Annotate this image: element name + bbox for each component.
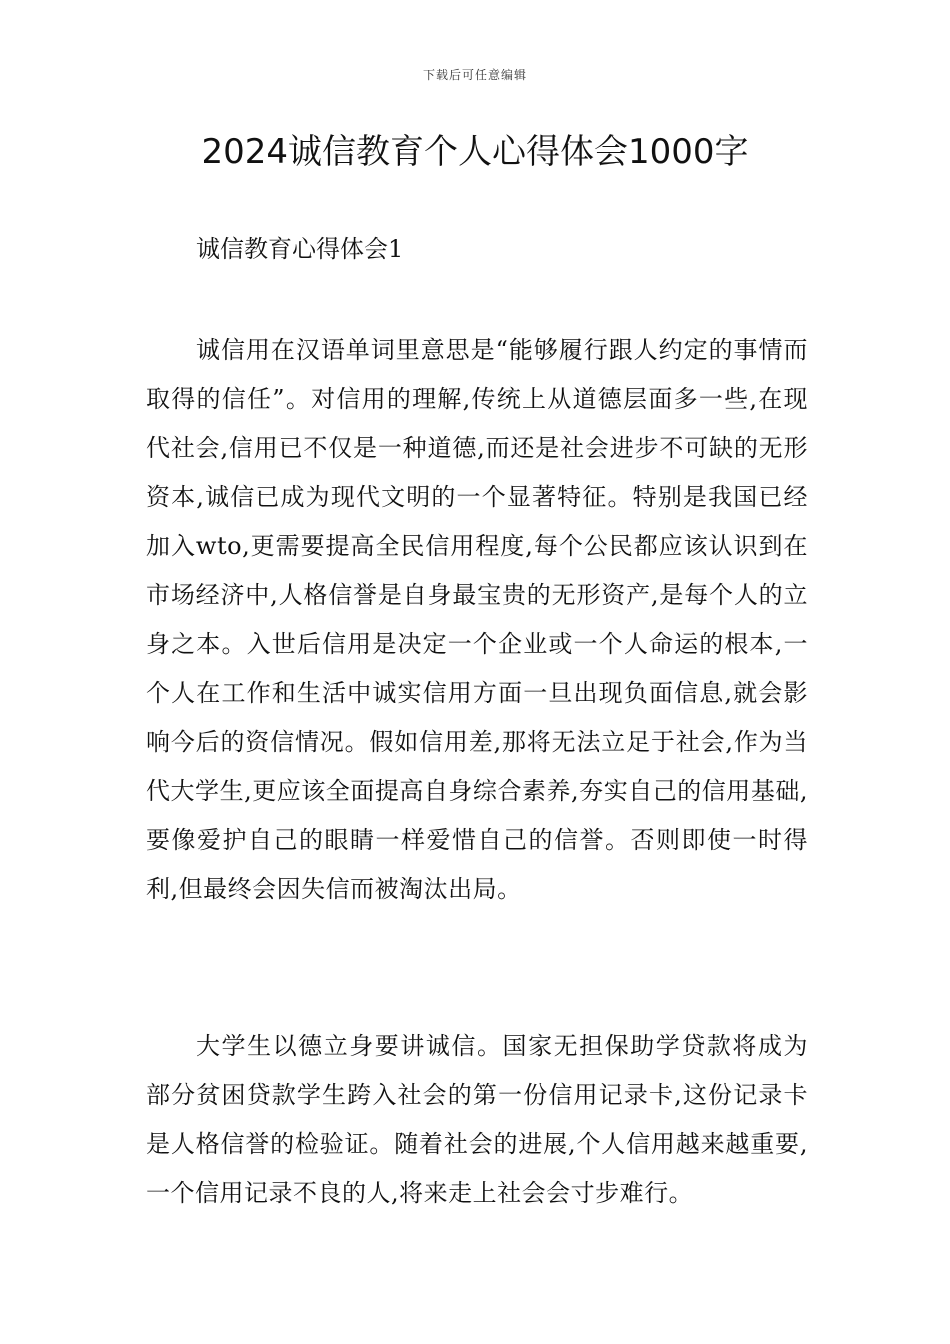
paragraph-2: 大学生以德立身要讲诚信。国家无担保助学贷款将成为部分贫困贷款学生跨入社会的第一份信用记录卡,这份记录卡是人格信誉的检验证。随着社会的进展,个人信用越来越重要,一个信用记录不良的人,将来走上社会会寸步难行。 — [146, 1032, 808, 1207]
document-title: 2024诚信教育个人心得体会1000字 — [201, 132, 749, 172]
section-heading: 诚信教育心得体会1 — [196, 235, 404, 263]
paragraph-1: 诚信用在汉语单词里意思是“能够履行跟人约定的事情而取得的信任”。对信用的理解,传统上从道德层面多一些,在现代社会,信用已不仅是一种道德,而还是社会进步不可缺的无形资本,诚信已成为现代文明的一个显著特征。特别是我国已经加入wto,更需要提高全民信用程度,每个公民都应该认识到在市场经济中,人格信誉是自身最宝贵的无形资产,是每个人的立身之本。入世后信用是决定一个企业或一个人命运的根本,一个人在工作和生活中诚实信用方面一旦出现负面信息,就会影响今后的资信情况。假如信用差,那将无法立足于社会,作为当代大学生,更应该全面提高自身综合素养,夯实自己的信用基础,要像爱护自己的眼睛一样爱惜自己的信誉。否则即使一时得利,但最终会因失信而被淘汰出局。 — [146, 336, 808, 903]
header-note: 下载后可任意编辑 — [422, 68, 527, 82]
